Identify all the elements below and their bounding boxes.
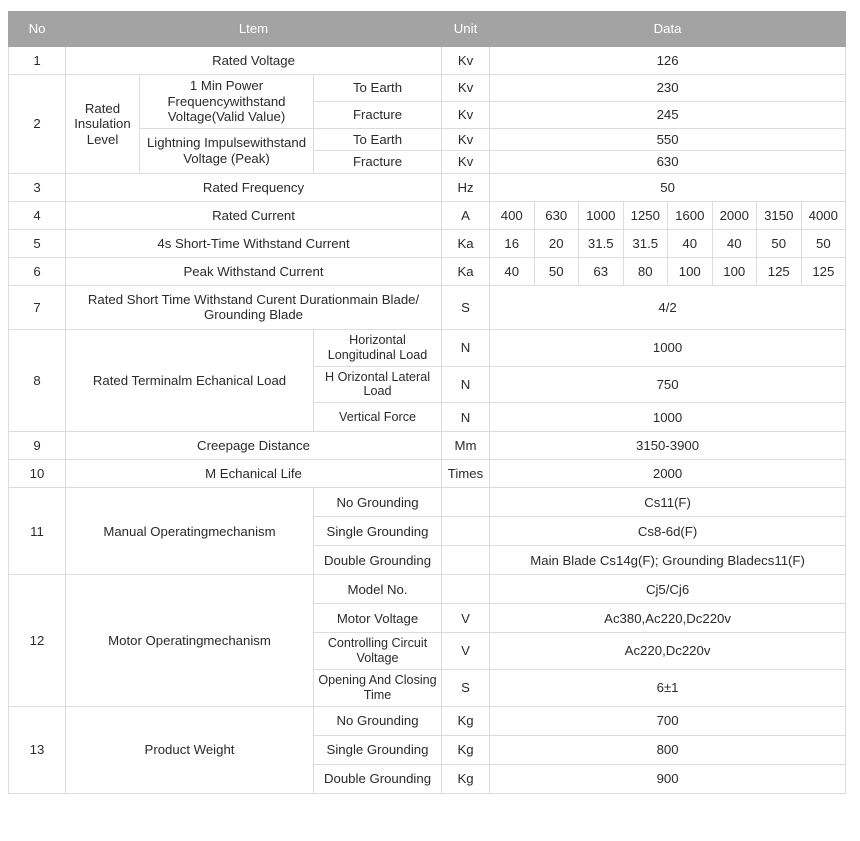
specification-table bbox=[8, 11, 846, 794]
row-unit: S bbox=[442, 670, 490, 707]
row-unit bbox=[442, 546, 490, 575]
row-data-cell: 31.5 bbox=[623, 229, 668, 257]
row-unit: Kg bbox=[442, 764, 490, 793]
row-data-cell: 40 bbox=[668, 229, 713, 257]
row-group: Rated Terminalm Echanical Load bbox=[66, 329, 314, 431]
row-unit: Kv bbox=[442, 101, 490, 128]
row-item: Rated Current bbox=[66, 201, 442, 229]
row-data-cell: 16 bbox=[490, 229, 535, 257]
row-subitem: H Orizontal Lateral Load bbox=[314, 366, 442, 403]
row-data-cell: 40 bbox=[712, 229, 757, 257]
row-unit: S bbox=[442, 285, 490, 329]
table-row bbox=[9, 706, 846, 735]
row-data-cell: 31.5 bbox=[579, 229, 624, 257]
row-no: 8 bbox=[9, 329, 66, 431]
row-subitem: Double Grounding bbox=[314, 546, 442, 575]
row-item: M Echanical Life bbox=[66, 460, 442, 488]
row-subitem: Model No. bbox=[314, 575, 442, 604]
row-unit: Kv bbox=[442, 75, 490, 102]
row-no: 10 bbox=[9, 460, 66, 488]
row-no: 1 bbox=[9, 47, 66, 75]
table-header bbox=[9, 12, 846, 47]
row-item: Rated Short Time Withstand Curent Durationmain Blade/ Grounding Blade bbox=[66, 285, 442, 329]
row-subitem: Vertical Force bbox=[314, 403, 442, 432]
row-data: Ac380,Ac220,Dc220v bbox=[490, 604, 846, 633]
row-unit: Hz bbox=[442, 173, 490, 201]
row-subitem: To Earth bbox=[314, 75, 442, 102]
row-no: 9 bbox=[9, 432, 66, 460]
row-data-cell: 125 bbox=[757, 257, 802, 285]
row-subitem: Double Grounding bbox=[314, 764, 442, 793]
table-row bbox=[9, 229, 846, 257]
header-data: Data bbox=[490, 12, 846, 47]
row-no: 2 bbox=[9, 75, 66, 174]
row-unit: V bbox=[442, 604, 490, 633]
row-data: 1000 bbox=[490, 329, 846, 366]
row-unit: Kg bbox=[442, 735, 490, 764]
row-data-cell: 1000 bbox=[579, 201, 624, 229]
row-data: 550 bbox=[490, 128, 846, 151]
row-subitem: No Grounding bbox=[314, 706, 442, 735]
table-row bbox=[9, 75, 846, 102]
row-data: 6±1 bbox=[490, 670, 846, 707]
row-data: 900 bbox=[490, 764, 846, 793]
row-data-cell: 50 bbox=[757, 229, 802, 257]
table-row bbox=[9, 329, 846, 366]
row-unit: Kv bbox=[442, 128, 490, 151]
row-data-cell: 2000 bbox=[712, 201, 757, 229]
row-data-cell: 50 bbox=[534, 257, 579, 285]
row-data: 2000 bbox=[490, 460, 846, 488]
header-unit: Unit bbox=[442, 12, 490, 47]
row-data: 245 bbox=[490, 101, 846, 128]
row-unit: Kv bbox=[442, 47, 490, 75]
row-data-cell: 400 bbox=[490, 201, 535, 229]
row-item: Rated Frequency bbox=[66, 173, 442, 201]
row-item: 4s Short-Time Withstand Current bbox=[66, 229, 442, 257]
table-row bbox=[9, 173, 846, 201]
row-data-cell: 1250 bbox=[623, 201, 668, 229]
row-subitem: To Earth bbox=[314, 128, 442, 151]
row-data-cell: 1600 bbox=[668, 201, 713, 229]
row-data: Cj5/Cj6 bbox=[490, 575, 846, 604]
row-unit: Kv bbox=[442, 151, 490, 174]
row-item: Rated Voltage bbox=[66, 47, 442, 75]
row-data-cell: 80 bbox=[623, 257, 668, 285]
row-no: 11 bbox=[9, 488, 66, 575]
row-data-cell: 125 bbox=[801, 257, 846, 285]
row-data-cell: 100 bbox=[712, 257, 757, 285]
row-no: 6 bbox=[9, 257, 66, 285]
table-row bbox=[9, 201, 846, 229]
row-unit: Kg bbox=[442, 706, 490, 735]
row-data: 50 bbox=[490, 173, 846, 201]
row-unit: Times bbox=[442, 460, 490, 488]
row-unit: N bbox=[442, 403, 490, 432]
row-group: Rated Insulation Level bbox=[66, 75, 140, 174]
row-subitem: Horizontal Longitudinal Load bbox=[314, 329, 442, 366]
table-row bbox=[9, 575, 846, 604]
row-no: 4 bbox=[9, 201, 66, 229]
row-data: Cs11(F) bbox=[490, 488, 846, 517]
row-data: 230 bbox=[490, 75, 846, 102]
row-no: 12 bbox=[9, 575, 66, 706]
row-data-cell: 40 bbox=[490, 257, 535, 285]
row-subitem: Single Grounding bbox=[314, 517, 442, 546]
row-data: 1000 bbox=[490, 403, 846, 432]
row-no: 13 bbox=[9, 706, 66, 793]
row-unit: N bbox=[442, 329, 490, 366]
table-row bbox=[9, 257, 846, 285]
row-no: 3 bbox=[9, 173, 66, 201]
row-subitem: Single Grounding bbox=[314, 735, 442, 764]
row-group: Product Weight bbox=[66, 706, 314, 793]
row-subitem: Controlling Circuit Voltage bbox=[314, 633, 442, 670]
row-group: Motor Operatingmechanism bbox=[66, 575, 314, 706]
row-data-cell: 100 bbox=[668, 257, 713, 285]
row-item: Creepage Distance bbox=[66, 432, 442, 460]
header-item: Ltem bbox=[66, 12, 442, 47]
row-data-cell: 20 bbox=[534, 229, 579, 257]
row-data-cell: 50 bbox=[801, 229, 846, 257]
row-subitem: Fracture bbox=[314, 151, 442, 174]
row-unit: N bbox=[442, 366, 490, 403]
row-data: 126 bbox=[490, 47, 846, 75]
row-data: Main Blade Cs14g(F); Grounding Bladecs11(F) bbox=[490, 546, 846, 575]
row-data-cell: 630 bbox=[534, 201, 579, 229]
row-data: Ac220,Dc220v bbox=[490, 633, 846, 670]
row-item: Peak Withstand Current bbox=[66, 257, 442, 285]
row-subitem: No Grounding bbox=[314, 488, 442, 517]
table-row bbox=[9, 432, 846, 460]
row-unit: Mm bbox=[442, 432, 490, 460]
row-unit bbox=[442, 488, 490, 517]
row-data-cell: 4000 bbox=[801, 201, 846, 229]
row-no: 5 bbox=[9, 229, 66, 257]
row-data: 700 bbox=[490, 706, 846, 735]
row-subgroup-label: Lightning Impulsewithstand Voltage (Peak) bbox=[140, 128, 314, 173]
row-unit: Ka bbox=[442, 257, 490, 285]
table-body bbox=[9, 47, 846, 794]
spec-table-container bbox=[8, 11, 845, 794]
row-no: 7 bbox=[9, 285, 66, 329]
row-subitem: Fracture bbox=[314, 101, 442, 128]
table-row bbox=[9, 285, 846, 329]
row-unit bbox=[442, 517, 490, 546]
row-data: 3150-3900 bbox=[490, 432, 846, 460]
row-subitem: Opening And Closing Time bbox=[314, 670, 442, 707]
table-row bbox=[9, 488, 846, 517]
row-group: Manual Operatingmechanism bbox=[66, 488, 314, 575]
row-unit: V bbox=[442, 633, 490, 670]
row-unit: Ka bbox=[442, 229, 490, 257]
row-unit: A bbox=[442, 201, 490, 229]
row-data: 630 bbox=[490, 151, 846, 174]
row-data: 750 bbox=[490, 366, 846, 403]
table-row bbox=[9, 47, 846, 75]
row-subitem: Motor Voltage bbox=[314, 604, 442, 633]
table-row bbox=[9, 460, 846, 488]
row-data-cell: 63 bbox=[579, 257, 624, 285]
row-data: Cs8-6d(F) bbox=[490, 517, 846, 546]
row-data: 4/2 bbox=[490, 285, 846, 329]
row-data-cell: 3150 bbox=[757, 201, 802, 229]
row-unit bbox=[442, 575, 490, 604]
header-no: No bbox=[9, 12, 66, 47]
row-data: 800 bbox=[490, 735, 846, 764]
row-subgroup-label: 1 Min Power Frequencywithstand Voltage(Valid Value) bbox=[140, 75, 314, 129]
header-row bbox=[9, 12, 846, 47]
